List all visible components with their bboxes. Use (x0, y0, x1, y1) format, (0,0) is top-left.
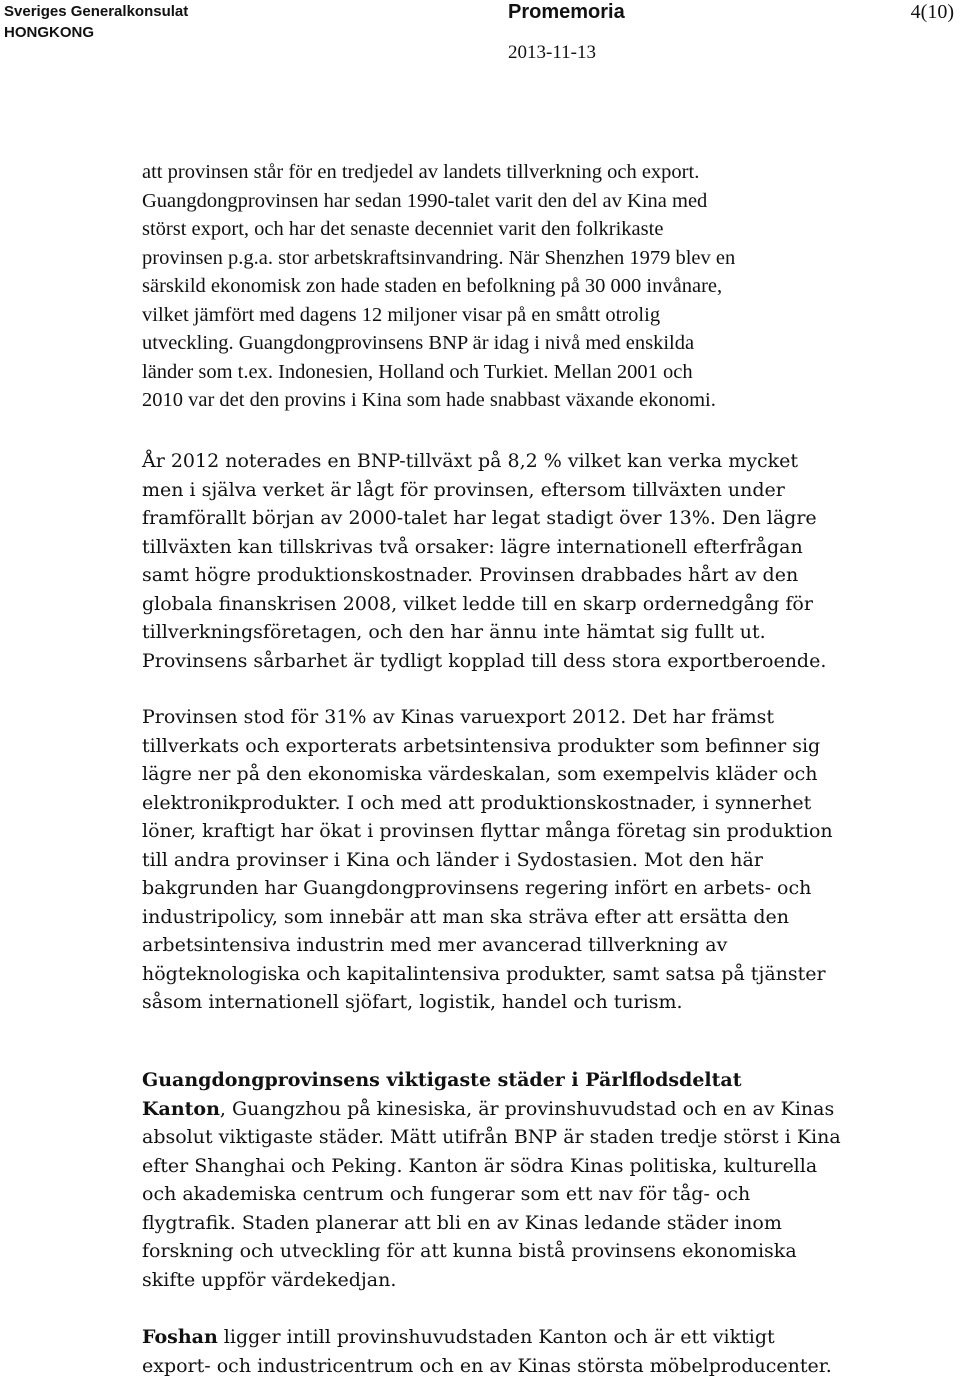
text-line: globala finanskrisen 2008, vilket ledde till en skarp ordernedgång för (142, 592, 813, 615)
section-foshan (142, 1323, 954, 1380)
text-line: skifte uppför värdekedjan. (142, 1268, 397, 1291)
text-line: löner, kraftigt har ökat i provinsen flyttar många företag sin produktion (142, 820, 833, 842)
text-line: framförallt början av 2000-talet har legat stadigt över 13%. Den lägre (142, 507, 817, 529)
text-line: provinsen p.g.a. stor arbetskraftsinvandring. När Shenzhen 1979 blev en (142, 246, 736, 269)
text-fragment: , Guangzhou på kinesiska, är provinshuvudstad och en av Kinas (219, 1097, 835, 1120)
text-line: efter Shanghai och Peking. Kanton är södra Kinas politiska, kulturella (142, 1154, 818, 1177)
text-line: flygtrafik. Staden planerar att bli en av Kinas ledande städer inom (142, 1211, 782, 1234)
text-line: År 2012 noterades en BNP-tillväxt på 8,2 % vilket kan verka mycket (142, 450, 799, 472)
text-line: särskild ekonomisk zon hade staden en befolkning på 30 000 invånare, (142, 275, 723, 297)
text-line: industripolicy, som innebär att man ska sträva efter att ersätta den (142, 905, 789, 928)
text-line: till andra provinser i Kina och länder i Sydostasien. Mot den här (142, 848, 763, 871)
text-line: Guangdongprovinsen har sedan 1990-talet varit den del av Kina med (142, 189, 708, 212)
text-line: störst export, och har det senaste decenniet varit den folkrikaste (142, 218, 664, 240)
text-line: Provinsens sårbarhet är tydligt kopplad till dess stora exportberoende. (142, 649, 827, 672)
text-line: forskning och utveckling för att kunna bistå provinsens ekonomiska (142, 1240, 797, 1262)
text-line: 2010 var det den provins i Kina som hade snabbast växande ekonomi. (142, 389, 716, 411)
page-number: 4(10) (910, 1, 954, 23)
text-line: utveckling. Guangdongprovinsens BNP är idag i nivå med enskilda (142, 332, 695, 354)
text-line: vilket jämfört med dagens 12 miljoner visar på en smått otrolig (142, 303, 661, 326)
text-line: arbetsintensiva industrin med mer avancerad tillverkning av (142, 934, 728, 956)
paragraph-1 (142, 158, 954, 415)
text-line: och akademiska centrum och fungerar som ett nav för tåg- och (142, 1183, 751, 1205)
text-line: export- och industricentrum och en av Kinas största möbelproducenter. (142, 1354, 832, 1377)
text-line: länder som t.ex. Indonesien, Holland och Turkiet. Mellan 2001 och (142, 360, 693, 383)
text-line: samt högre produktionskostnader. Provinsen drabbades hårt av den (142, 564, 799, 586)
paragraph-3 (142, 703, 954, 1017)
paragraph-2 (142, 447, 954, 675)
text-line: bakgrunden har Guangdongprovinsens regering infört en arbets- och (142, 877, 812, 899)
city-name-foshan: Foshan (142, 1326, 218, 1348)
text-line: tillväxten kan tillskrivas två orsaker: lägre internationell efterfrågan (142, 535, 803, 558)
text-line: elektronikprodukter. I och med att produktionskostnader, i synnerhet (142, 791, 812, 814)
text-line (142, 1095, 954, 1124)
text-line: tillverkats och exporterats arbetsintensiva produkter som befinner sig (142, 734, 821, 757)
header-organization (4, 1, 188, 43)
text-line: såsom internationell sjöfart, logistik, handel och turism. (142, 991, 683, 1013)
text-line (142, 1323, 954, 1352)
text-line: men i själva verket är lågt för provinsen, eftersom tillväxten under (142, 478, 785, 501)
text-line: lägre ner på den ekonomiska värdeskalan, som exempelvis kläder och (142, 763, 818, 785)
org-location: HONGKONG (4, 24, 94, 41)
section-kanton (142, 1066, 954, 1294)
text-line: att provinsen står för en tredjedel av landets tillverkning och export. (142, 161, 700, 183)
section-heading: Guangdongprovinsens viktigaste städer i Pärlflodsdeltat (142, 1069, 742, 1091)
city-name-kanton: Kanton (142, 1097, 220, 1120)
text-line: Provinsen stod för 31% av Kinas varuexport 2012. Det har främst (142, 706, 775, 728)
text-line: tillverkningsföretagen, och den har ännu inte hämtat sig fullt ut. (142, 621, 766, 643)
document-date: 2013-11-13 (508, 42, 596, 63)
document-type: Promemoria (508, 1, 625, 23)
text-fragment: ligger intill provinshuvudstaden Kanton och är ett viktigt (217, 1326, 775, 1348)
text-line: absolut viktigaste städer. Mätt utifrån BNP är staden tredje störst i Kina (142, 1126, 841, 1148)
org-name: Sveriges Generalkonsulat (4, 3, 189, 20)
text-line: högteknologiska och kapitalintensiva produkter, samt satsa på tjänster (142, 962, 826, 985)
